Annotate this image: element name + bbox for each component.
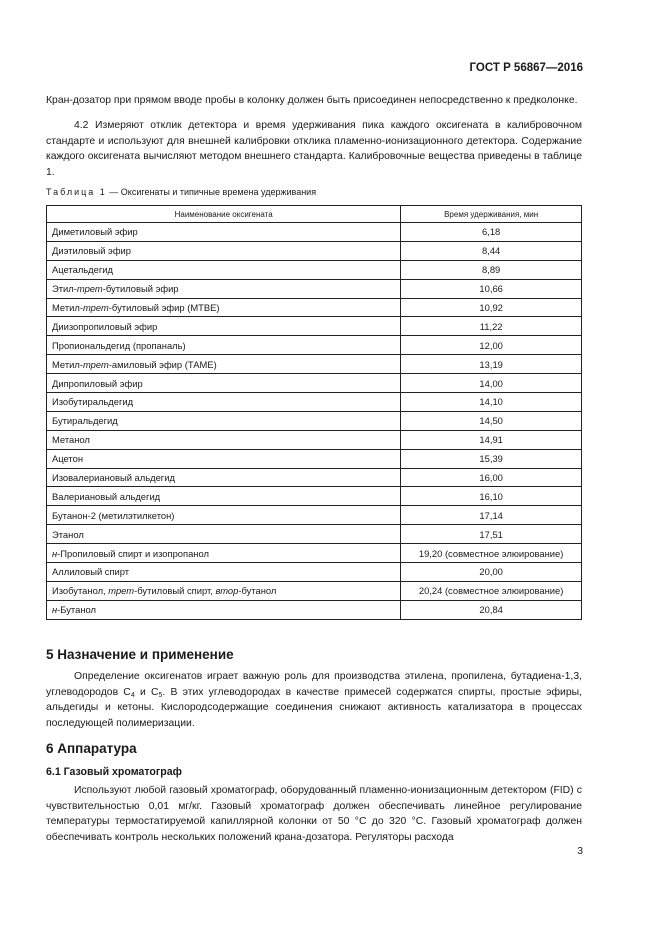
table-row — [47, 393, 582, 412]
oxygenate-name-cell — [47, 544, 401, 563]
table-row — [47, 600, 582, 619]
retention-time-cell: 20,24 (совместное элюирование) — [401, 581, 582, 600]
name-part: трет — [108, 585, 135, 597]
retention-time-cell: 14,91 — [401, 430, 582, 449]
oxygenate-name-cell — [47, 223, 401, 242]
oxygenates-table — [46, 205, 582, 620]
retention-time-cell: 17,14 — [401, 506, 582, 525]
retention-time-cell: 13,19 — [401, 355, 582, 374]
page-number: 3 — [577, 846, 583, 857]
oxygenate-name-cell — [47, 525, 401, 544]
oxygenate-name-cell — [47, 449, 401, 468]
retention-time-cell: 8,44 — [401, 241, 582, 260]
retention-time-cell: 10,66 — [401, 279, 582, 298]
name-part: -бутиловый спирт, — [134, 585, 216, 597]
name-part: н — [52, 547, 58, 559]
table-row — [47, 260, 582, 279]
table-row — [47, 449, 582, 468]
section-5-paragraph — [46, 669, 582, 731]
name-part: Изобутиральдегид — [52, 396, 134, 408]
table-row — [47, 544, 582, 563]
retention-time-cell: 14,50 — [401, 411, 582, 430]
name-part: втор — [215, 585, 239, 597]
table-row — [47, 468, 582, 487]
table-row — [47, 223, 582, 242]
name-part: -бутанол — [238, 585, 277, 597]
name-part: Дипропиловый эфир — [52, 377, 143, 389]
oxygenate-name-cell — [47, 506, 401, 525]
oxygenate-name-cell — [47, 241, 401, 260]
name-part: -бутиловый эфир (МТВЕ) — [108, 302, 220, 313]
section-5-text-a: Определение оксигенатов играет важную роль для производства этилена, пропилена, бутадиена-1,3, углеводородов С — [46, 671, 582, 698]
section-6-1-heading: 6.1 Газовый хроматограф — [46, 766, 182, 778]
retention-time-cell: 20,00 — [401, 563, 582, 582]
retention-time-cell: 12,00 — [401, 336, 582, 355]
retention-time-cell: 17,51 — [401, 525, 582, 544]
document-id-header: ГОСТ Р 56867—2016 — [469, 62, 583, 74]
oxygenate-name-cell — [47, 317, 401, 336]
name-part: Этил- — [52, 283, 77, 295]
retention-time-cell: 10,92 — [401, 298, 582, 317]
oxygenate-name-cell — [47, 279, 401, 298]
name-part: Диметиловый эфир — [52, 226, 138, 238]
name-part: Ацетальдегид — [52, 264, 113, 276]
name-part: Изовалериановый альдегид — [52, 472, 175, 484]
name-part: -бутиловый эфир — [102, 283, 179, 295]
name-part: Валериановый альдегид — [52, 490, 161, 502]
retention-time-cell: 14,00 — [401, 374, 582, 393]
name-part: -амиловый эфир (ТАМЕ) — [108, 358, 217, 370]
name-part: Метанол — [52, 434, 90, 446]
table-caption-label: Таблица 1 — [46, 187, 107, 197]
oxygenate-name-cell — [47, 468, 401, 487]
table-row — [47, 355, 582, 374]
retention-time-cell: 11,22 — [401, 317, 582, 336]
retention-time-cell: 16,10 — [401, 487, 582, 506]
paragraph-4-2: 4.2 Измеряют отклик детектора и время удерживания пика каждого оксигената в калибровочном стандарте и используют для внешней калибровки отклика пламенно-ионизационного детектора. Содержание каждого оксигената вычисляют методом внешнего стандарта. Калибровочные вещества приведены в таблице 1. — [46, 120, 582, 178]
name-part: Этанол — [52, 528, 84, 540]
name-part: Метил- — [52, 358, 83, 370]
oxygenate-name-cell — [47, 600, 401, 619]
oxygenate-name-cell — [47, 355, 401, 374]
name-part: -Бутанол — [57, 604, 96, 616]
name-part: Метил- — [52, 302, 83, 313]
table-row — [47, 241, 582, 260]
retention-time-cell: 20,84 — [401, 600, 582, 619]
table-row — [47, 525, 582, 544]
table-caption — [46, 187, 316, 197]
table-row — [47, 279, 582, 298]
oxygenate-name-cell — [47, 563, 401, 582]
name-part: -Пропиловый спирт и изопропанол — [57, 547, 209, 559]
oxygenate-name-cell — [47, 411, 401, 430]
section-6-1-paragraph: Используют любой газовый хроматограф, оборудованный пламенно-ионизационным детектором (FID) с чувствительностью 0,01 мг/кг. Газовый хроматограф должен обеспечивать линейное регулирование температуры термостатируемой капиллярной колонки от 50 °С до 320 °С. Газовый хроматограф должен обеспечивать контроль нескольких положений крана-дозатора. Регуляторы расхода — [46, 785, 582, 843]
table-row — [47, 563, 582, 582]
section-5-heading: 5 Назначение и применение — [46, 647, 234, 662]
table-row — [47, 374, 582, 393]
table-row — [47, 336, 582, 355]
table-row — [47, 317, 582, 336]
section-5-text-b: и С — [134, 686, 159, 698]
name-part: трет — [82, 302, 109, 313]
section-6-heading: 6 Аппаратура — [46, 741, 137, 756]
name-part: Аллиловый спирт — [52, 566, 130, 578]
oxygenate-name-cell — [47, 374, 401, 393]
table-row — [47, 581, 582, 600]
retention-time-cell: 14,10 — [401, 393, 582, 412]
oxygenate-name-cell — [47, 581, 401, 600]
name-part: Диизопропиловый эфир — [52, 320, 158, 332]
name-part: н — [52, 604, 58, 616]
table-row — [47, 487, 582, 506]
oxygenate-name-cell — [47, 430, 401, 449]
retention-time-cell: 8,89 — [401, 260, 582, 279]
paragraph-intro: Кран-дозатор при прямом вводе пробы в колонку должен быть присоединен непосредственно к предколонке. — [46, 95, 578, 106]
oxygenate-name-cell — [47, 298, 401, 317]
name-part: Изобутанол, — [52, 585, 109, 597]
name-part: Бутанон-2 (метилэтилкетон) — [52, 509, 175, 521]
table-header-row — [47, 206, 582, 223]
oxygenate-name-cell — [47, 487, 401, 506]
oxygenate-name-cell — [47, 260, 401, 279]
table-caption-title: — Оксигенаты и типичные времена удерживания — [106, 187, 317, 197]
table-body — [47, 223, 582, 620]
name-part: Бутиральдегид — [52, 415, 118, 427]
section-5-text-c: . В этих углеводородах в качестве примесей содержатся спирты, простые эфиры, альдегиды и кетоны. Кислородсодержащие соединения снижают активность катализатора в процессах последующей полимеризации. — [46, 686, 582, 729]
subscript-c4: 4 — [130, 691, 135, 699]
table-row — [47, 298, 582, 317]
name-part: Диэтиловый эфир — [52, 245, 131, 257]
oxygenate-name-cell — [47, 393, 401, 412]
retention-time-cell: 6,18 — [401, 223, 582, 242]
table-row — [47, 411, 582, 430]
subscript-c5: 5 — [158, 691, 163, 699]
name-part: Пропиональдегид (пропаналь) — [52, 339, 186, 351]
table-row — [47, 506, 582, 525]
retention-time-cell: 19,20 (совместное элюирование) — [401, 544, 582, 563]
oxygenate-name-cell — [47, 336, 401, 355]
name-part: Ацетон — [52, 453, 83, 465]
column-header-name: Наименование оксигената — [47, 206, 401, 223]
retention-time-cell: 16,00 — [401, 468, 582, 487]
name-part: трет — [82, 358, 109, 370]
table-row — [47, 430, 582, 449]
column-header-time: Время удерживания, мин — [401, 206, 582, 223]
name-part: трет — [76, 283, 103, 295]
retention-time-cell: 15,39 — [401, 449, 582, 468]
